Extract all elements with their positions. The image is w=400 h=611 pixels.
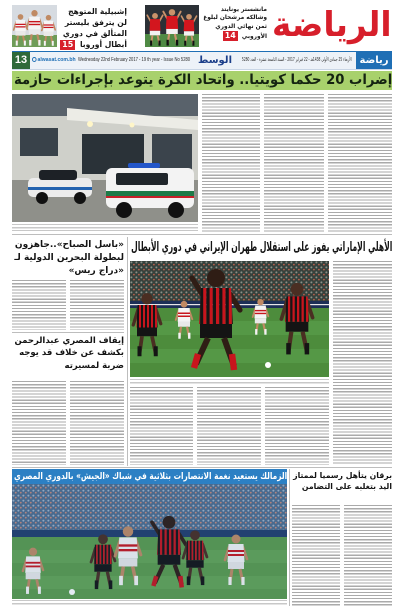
zamalek-match-photo bbox=[12, 484, 287, 599]
promo-page-number: 15 bbox=[62, 40, 74, 49]
ahli-headline-box bbox=[129, 237, 392, 258]
zamalek-headline-bar bbox=[12, 469, 287, 484]
zamalek-headline: الزمالك يستعيد نغمة الانتصارات بثلاثية في شباك «الجيش» بالدوري المصري bbox=[13, 471, 287, 482]
egypt-body-column bbox=[70, 381, 124, 465]
lamp-light bbox=[87, 121, 93, 127]
burgan-headline-box bbox=[292, 470, 392, 502]
globe-icon bbox=[32, 57, 37, 62]
website-url: alwasat.com.bh bbox=[37, 57, 76, 63]
promo-manchester-united-photo bbox=[145, 5, 199, 47]
english-dateline bbox=[78, 52, 192, 69]
basel-headline: «باسل الصباح»..جاهزون لبطولة البحرين الدولية لـ «دراج ريس» bbox=[14, 240, 124, 277]
burgan-body-column bbox=[344, 505, 392, 606]
ahli-photo-caption bbox=[130, 379, 329, 384]
lead-police-cars-photo bbox=[12, 94, 198, 222]
egypt-headline: إيقاف المصري عبدالرحمن بكشف عن خلاف قد يوجه ضربة لمسيرته bbox=[14, 336, 124, 371]
basel-headline-box bbox=[12, 239, 124, 277]
basel-body-column bbox=[12, 280, 66, 330]
ahli-body-column bbox=[130, 387, 193, 465]
lead-body-column bbox=[264, 94, 324, 232]
lead-headline-bar bbox=[12, 71, 392, 90]
ahli-headline: الأهلي الإماراتي يفوز على استقلال طهران الإيراني في دوري الأبطال bbox=[130, 240, 392, 255]
divider bbox=[12, 332, 124, 333]
arabic-dateline-text: الأربعاء 25 جمادى الأولى 1438هـ - 22 فبراير 2017 - السنة التاسعة عشرة - العدد 5280 bbox=[242, 57, 352, 63]
promo-headline: إشبيلية المتوهج لن يترفق بليستر المتألق في دوري أبطال أوروبا bbox=[62, 7, 127, 49]
english-dateline-text: Wednesday 22nd February 2017 - 19 th year - Issue No 5280 bbox=[78, 57, 191, 63]
ahli-body-column bbox=[333, 261, 392, 465]
burgan-body-column bbox=[292, 505, 340, 606]
promo-page-number: 14 bbox=[224, 31, 236, 41]
zamalek-photo-caption bbox=[12, 600, 287, 605]
divider bbox=[12, 467, 392, 468]
lead-headline: إضراب 20 حكما كويتيا.. واتحاد الكرة يتوعد بإجراءات حازمة bbox=[13, 72, 392, 88]
siren-light-bar bbox=[128, 163, 160, 168]
zamalek-article bbox=[12, 469, 287, 606]
egypt-body-column bbox=[12, 381, 66, 465]
section-tag: رياضة bbox=[356, 52, 392, 69]
section-title: الرياضة bbox=[272, 5, 392, 45]
ahli-match-photo bbox=[130, 261, 329, 377]
paper-logo: الوسط bbox=[198, 55, 232, 66]
divider bbox=[12, 234, 392, 235]
column-divider bbox=[289, 469, 290, 606]
lead-photo-caption bbox=[12, 224, 198, 231]
building-window bbox=[20, 128, 58, 156]
page-number: 13 bbox=[12, 52, 30, 69]
date-bar bbox=[12, 51, 392, 70]
promo-manchester-united bbox=[201, 6, 267, 50]
website bbox=[32, 52, 78, 69]
egypt-headline-box bbox=[12, 335, 124, 379]
lead-body-column bbox=[202, 94, 260, 232]
promo-sevilla bbox=[59, 6, 127, 50]
basel-body-column bbox=[70, 280, 124, 330]
arabic-dateline bbox=[240, 52, 352, 69]
section-masthead bbox=[270, 0, 392, 50]
website-wrap bbox=[32, 52, 76, 69]
promo-headline: مانشستر يونايتد وشالكه مرشحان لبلوغ ثمن نهائي الدوري الأوروبي bbox=[203, 7, 267, 41]
lamp-light bbox=[130, 123, 135, 128]
football bbox=[265, 362, 271, 368]
ahli-body-column bbox=[265, 387, 329, 465]
burgan-headline: برقان يتأهل رسميا لممتاز اليد بتغلبه على التضامن bbox=[293, 471, 392, 492]
promo-sevilla-photo bbox=[12, 5, 57, 47]
ahli-body-column bbox=[197, 387, 261, 465]
photo-tint bbox=[12, 484, 287, 599]
lead-body-column bbox=[328, 94, 392, 232]
column-divider bbox=[127, 237, 128, 466]
